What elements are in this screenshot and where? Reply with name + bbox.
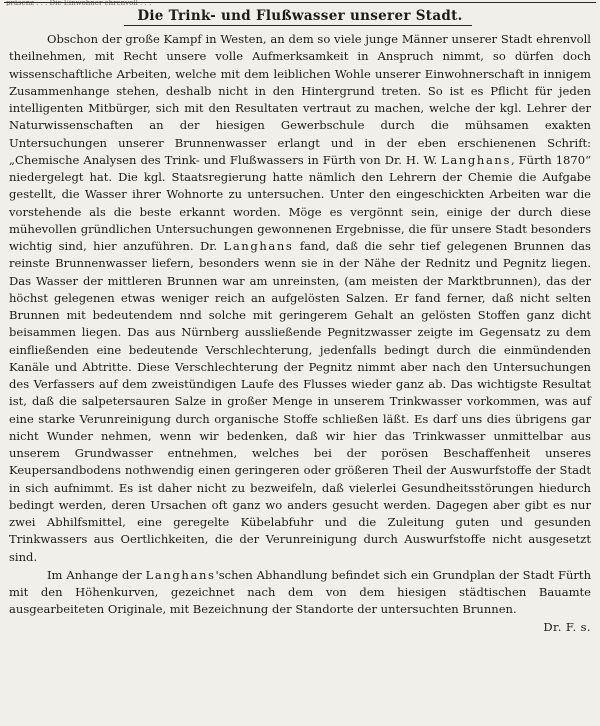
paragraph-1 bbox=[9, 31, 591, 566]
author-name: Langhans bbox=[441, 152, 511, 167]
paragraph-2 bbox=[9, 567, 591, 634]
p2-text-a: Im Anhange der bbox=[47, 567, 142, 582]
p1-text-b: , Fürth 1870“ niedergelegt hat. Die kgl. Staatsregierung hatte nämlich den Lehrern der Chemie die Aufgabe gestellt, die Wasser ihrer Wohnorte zu untersuchen. Unter den eingeschickten Arbeiten war die vorstehende als die beste erkannt worden. Möge es vergönnt sein, einige der durch diese mühevollen gründlichen Untersuchungen gewonnenen Ergebnisse, die für unsere Stadt besonders wichtig sind, hier anzuführen. Dr. bbox=[9, 152, 591, 253]
cut-off-previous-line: präsenz . . . Die Einwohner ehrenvoll . . . bbox=[6, 0, 152, 6]
top-divider bbox=[4, 2, 596, 3]
author-name-2: Langhans bbox=[223, 239, 294, 253]
article-body bbox=[9, 31, 591, 636]
author-name-3: Langhans bbox=[145, 567, 216, 582]
signature: Dr. F. s. bbox=[543, 619, 591, 634]
article-title: Die Trink- und Flußwasser unserer Stadt. bbox=[137, 8, 463, 24]
p2-text-b: 'schen Abhandlung befindet sich ein Grundplan der Stadt Fürth mit den Höhenkurven, gezeichnet nach dem von dem hiesigen städtischen Bauamte ausgearbeiteten Originale, mit Bezeichnung der Standorte der untersuchten Brunnen. bbox=[9, 567, 591, 617]
p1-text-a: Obschon der große Kampf in Westen, an dem so viele junge Männer unserer Stadt ehrenvoll theilnehmen, mit Recht unsere volle Aufmerksamkeit in Anspruch nimmt, so dürfen doch wissenschaftliche Arbeiten, welche mit dem leiblichen Wohle unserer Einwohnerschaft in innigem Zusammenhange stehen, deshalb nicht in den Hintergrund treten. So ist es Pflicht für jeden intelligenten Mitbürger, sich mit den Resultaten vertraut zu machen, welche der kgl. Lehrer der Naturwissenschaften an der hiesigen Gewerbschule durch die mühsamen exakten Untersuchungen unserer Brunnenwasser erlangt und in der eben erschienenen Schrift: „Chemische Analysen des Trink- und Flußwassers in Fürth von Dr. H. W. bbox=[9, 32, 591, 167]
title-underline bbox=[124, 25, 472, 26]
p1-text-c: fand, daß die sehr tief gelegenen Brunnen das reinste Brunnenwasser liefern, besonders wenn sie in der Nähe der Rednitz und Pegnitz liegen. Das Wasser der mittleren Brunnen war am unreinsten, (am meisten der Marktbrunnen), das der höchst gelegenen etwas weniger reich an aufgelösten Salzen. Er fand ferner, daß nicht selten Brunnen mit bedeutendem nnd solche mit geringerem Gehalt an gelösten Stoffen ganz dicht beisammen liegen. Das aus Nürnberg aussließende Pegnitzwasser zeigte im Gegensatz zu dem einfließenden eine bedeutende Verschlechterung, jedenfalls bedingt durch die einmündenden Kanäle und Abtritte. Diese Verschlechterung der Pegnitz nimmt aber nach den Untersuchungen des Verfassers auf dem zweistündigen Laufe des Flusses wieder ganz ab. Das wichtigste Resultat ist, daß die salpetersauren Salze in großer Menge in unserem Trinkwasser vorkommen, was auf eine starke Verunreinigung durch organische Stoffe schließen läßt. Es darf uns dies übrigens gar nicht Wunder nehmen, wenn wir bedenken, daß wir hier das Trinkwasser unmittelbar aus unserem Grundwasser entnehmen, welches bei der porösen Beschaffenheit unseres Keupersandbodens nothwendig einen geringeren oder größeren Theil der Auswurfstoffe der Stadt in sich aufnimmt. Es ist daher nicht zu bezweifeln, daß vielerlei Gesundheitsstörungen hiedurch bedingt werden, deren Ursachen oft ganz wo anders gesucht werden. Dagegen aber gibt es nur zwei Abhilfsmittel, eine geregelte Kübelabfuhr und die Zuleitung guten und gesunden Trinkwassers aus Oertlichkeiten, die der Verunreinigung durch Auswurfstoffe nicht ausgesetzt sind. bbox=[9, 239, 591, 564]
